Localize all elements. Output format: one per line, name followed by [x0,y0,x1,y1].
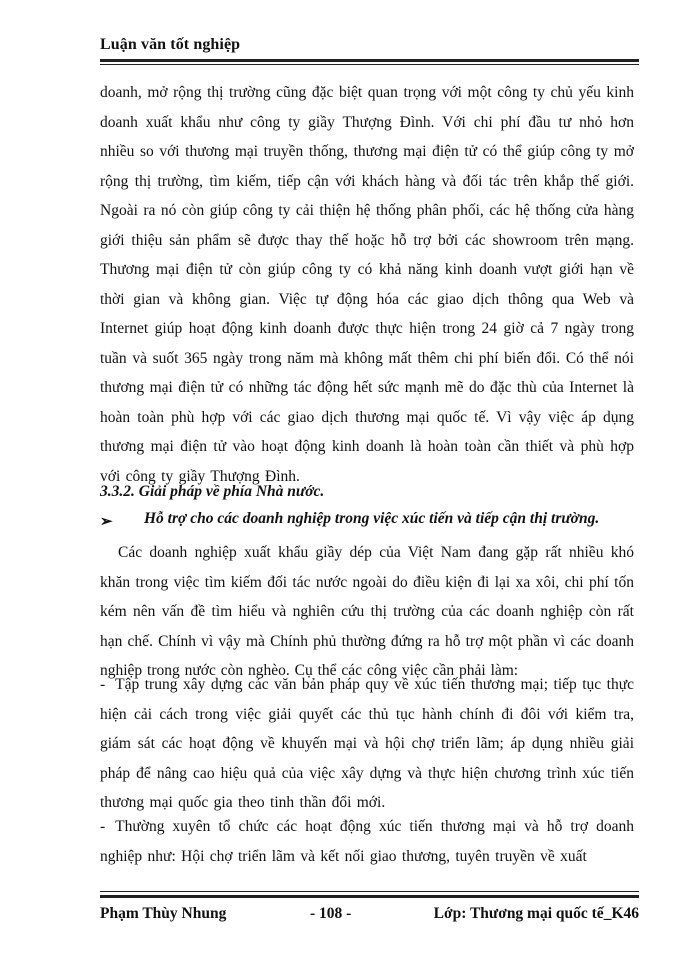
dash-marker: - [100,818,106,835]
intro-paragraph: doanh, mở rộng thị trường cũng đặc biệt quan trọng với một công ty chủ yếu kinh doanh xuất khẩu như công ty giầy Thượng Đình. Với chi phí đầu tư nhỏ hơn nhiều so với thương mại truyền thống, thương mại điện tử có thể giúp công ty mở rộng thị trường, tìm kiếm, tiếp cận với khách hàng và đối tác trên khắp thế giới. Ngoài ra nó còn giúp công ty cải thiện hệ thống phân phối, các hệ thống cửa hàng giới thiệu sản phẩm sẽ được thay thế hoặc hỗ trợ bởi các showroom trên mạng. Thương mại điện tử còn giúp công ty có khả năng kinh doanh vượt giới hạn về thời gian và không gian. Việc tự động hóa các giao dịch thông qua Web và Internet giúp hoạt động kinh doanh được thực hiện trong 24 giờ cả 7 ngày trong tuần và suốt 365 ngày trong năm mà không mất thêm chi phí biến đổi. Có thể nói thương mại điện tử có những tác động hết sức mạnh mẽ do đặc thù của Internet là hoàn toàn phù hợp với các giao dịch thương mại quốc tế. Vì vậy việc áp dụng thương mại điện tử vào hoạt động kinh doanh là hoàn toàn cần thiết và phù hợp với công ty giầy Thượng Đình. [100,84,634,485]
bullet-heading: Hỗ trợ cho các doanh nghiệp trong việc xúc tiến và tiếp cận thị trường. [144,510,600,527]
list-item [100,812,634,871]
section-heading: 3.3.2. Giải pháp về phía Nhà nước. [100,483,325,500]
page-header-title: Luận văn tốt nghiệp [100,36,241,53]
footer-rule [100,895,639,898]
arrow-bullet-icon: ➢ [100,514,113,530]
header-rule-thin [100,64,639,65]
page-number: - 108 - [310,905,352,922]
list-item-text: Tập trung xây dựng các văn bản pháp quy về xúc tiến thương mại; tiếp tục thực hiện cải cách trong việc giải quyết các thủ tục hành chính đi đôi với kiểm tra, giám sát các hoạt động về khuyến mại và hội chợ triển lãm; áp dụng nhiều giải pháp để nâng cao hiệu quả của việc xây dựng và thực hiện chương trình xúc tiến thương mại quốc gia theo tinh thần đổi mới. [100,676,634,811]
list-item-text: Thường xuyên tổ chức các hoạt động xúc tiến thương mại và hỗ trợ doanh nghiệp như: Hội chợ triển lãm và kết nối giao thương, tuyên truyền về xuất [100,818,634,865]
footer-rule-thin [100,891,639,892]
footer-class: Lớp: Thương mại quốc tế_K46 [433,905,639,922]
dash-marker: - [100,676,106,693]
footer-author: Phạm Thùy Nhung [100,905,227,922]
section-paragraph: Các doanh nghiệp xuất khẩu giầy dép của Việt Nam đang gặp rất nhiều khó khăn trong việc tìm kiếm đối tác nước ngoài do điều kiện đi lại xa xôi, chi phí tốn kém nên vấn đề tìm hiểu và nghiên cứu thị trường của các doanh nghiệp còn rất hạn chế. Chính vì vậy mà Chính phủ thường đứng ra hỗ trợ một phần vì các doanh nghiệp trong nước còn nghèo. Cụ thể các công việc cần phải làm: [100,544,634,679]
header-rule [100,59,639,62]
list-item [100,670,634,818]
